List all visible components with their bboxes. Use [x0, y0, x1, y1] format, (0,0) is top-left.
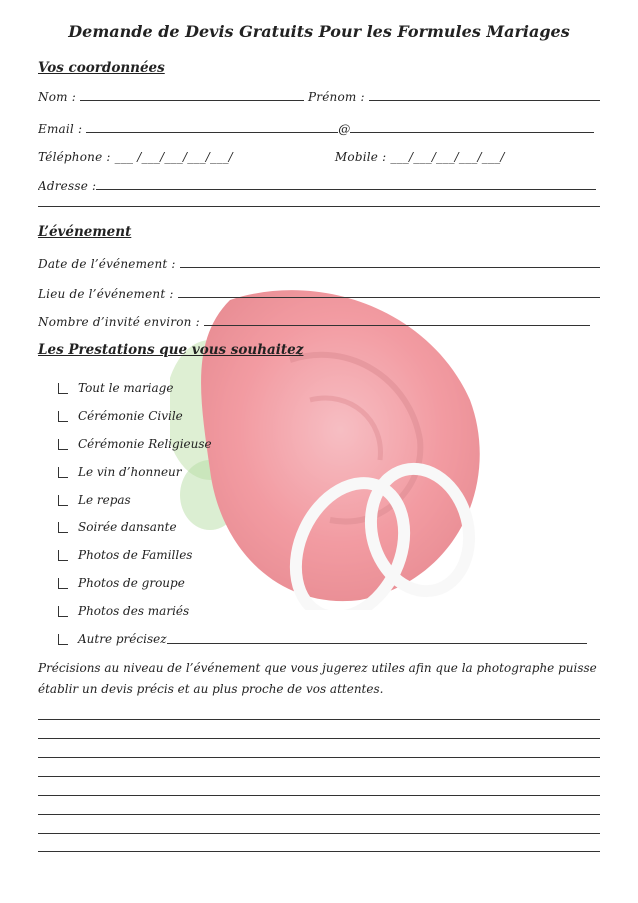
checkbox-icon[interactable]: [58, 550, 68, 561]
section-coordonnees: Vos coordonnées: [38, 60, 165, 76]
section-prestations: Les Prestations que vous souhaitez: [38, 342, 304, 358]
email-user-field[interactable]: [86, 123, 338, 133]
nom-field[interactable]: [80, 91, 304, 101]
precisions-line-2[interactable]: [38, 738, 600, 739]
precisions-text: Précisions au niveau de l’événement que vous jugerez utiles afin que la photographe puisse établir un devis précis et au plus proche de vos attentes.: [38, 661, 597, 696]
section-evenement: L’événement: [38, 224, 132, 240]
mobile-field[interactable]: ___/___/___/___/___/: [390, 150, 505, 164]
checkbox-label: Soirée dansante: [78, 520, 177, 534]
invites-row: [38, 315, 600, 329]
email-label: Email :: [38, 122, 83, 136]
checkbox-ceremonie-civile[interactable]: [58, 409, 183, 423]
adresse-label: Adresse :: [38, 179, 97, 193]
checkbox-vin-honneur[interactable]: [58, 465, 182, 479]
checkbox-label: Le vin d’honneur: [78, 465, 182, 479]
email-domain-field[interactable]: [350, 123, 594, 133]
checkbox-icon[interactable]: [58, 495, 68, 506]
invites-label: Nombre d’invité environ :: [38, 315, 200, 329]
telephone-row: [38, 150, 600, 164]
precisions-line-5[interactable]: [38, 795, 600, 796]
checkbox-repas[interactable]: [58, 493, 131, 507]
adresse-field[interactable]: [96, 180, 596, 190]
date-row: [38, 257, 600, 271]
autre-field[interactable]: [167, 634, 587, 644]
email-row: [38, 122, 600, 136]
rose-rings-image: [170, 280, 500, 610]
checkbox-label: Le repas: [78, 493, 131, 507]
checkbox-label: Photos des mariés: [78, 604, 190, 618]
telephone-label: Téléphone :: [38, 150, 111, 164]
adresse-field-line2[interactable]: [38, 206, 600, 207]
checkbox-icon[interactable]: [58, 522, 68, 533]
lieu-field[interactable]: [178, 288, 600, 298]
date-field[interactable]: [180, 258, 600, 268]
nom-prenom-row: [38, 90, 600, 104]
checkbox-label: Photos de Familles: [78, 548, 193, 562]
prenom-label: Prénom :: [308, 90, 365, 104]
checkbox-icon[interactable]: [58, 383, 68, 394]
checkbox-icon[interactable]: [58, 467, 68, 478]
checkbox-label: Autre précisez: [78, 632, 167, 646]
checkbox-label: Tout le mariage: [78, 381, 174, 395]
checkbox-soiree-dansante[interactable]: [58, 520, 177, 534]
checkbox-icon[interactable]: [58, 411, 68, 422]
email-at: @: [338, 122, 351, 136]
checkbox-photos-groupe[interactable]: [58, 576, 185, 590]
checkbox-label: Photos de groupe: [78, 576, 185, 590]
precisions-line-4[interactable]: [38, 776, 600, 777]
checkbox-icon[interactable]: [58, 606, 68, 617]
telephone-field[interactable]: ___ /___/___/___/___/: [114, 150, 233, 164]
mobile-label: Mobile :: [334, 150, 387, 164]
invites-field[interactable]: [204, 316, 590, 326]
precisions-line-6[interactable]: [38, 814, 600, 815]
lieu-label: Lieu de l’événement :: [38, 287, 174, 301]
checkbox-icon[interactable]: [58, 578, 68, 589]
checkbox-label: Cérémonie Civile: [78, 409, 183, 423]
checkbox-autre[interactable]: [58, 632, 587, 646]
precisions-line-7[interactable]: [38, 833, 600, 834]
checkbox-photos-maries[interactable]: [58, 604, 189, 618]
date-label: Date de l’événement :: [38, 257, 176, 271]
precisions-line-1[interactable]: [38, 719, 600, 720]
precisions-line-3[interactable]: [38, 757, 600, 758]
form-title: Demande de Devis Gratuits Pour les Formules Mariages: [68, 22, 570, 41]
checkbox-label: Cérémonie Religieuse: [78, 437, 212, 451]
checkbox-photos-familles[interactable]: [58, 548, 192, 562]
nom-label: Nom :: [38, 90, 76, 104]
checkbox-ceremonie-religieuse[interactable]: [58, 437, 212, 451]
checkbox-icon[interactable]: [58, 439, 68, 450]
lieu-row: [38, 287, 600, 301]
adresse-row: [38, 179, 600, 193]
prenom-field[interactable]: [369, 91, 600, 101]
precisions-line-8[interactable]: [38, 851, 600, 852]
checkbox-tout-le-mariage[interactable]: [58, 381, 173, 395]
checkbox-icon[interactable]: [58, 634, 68, 645]
